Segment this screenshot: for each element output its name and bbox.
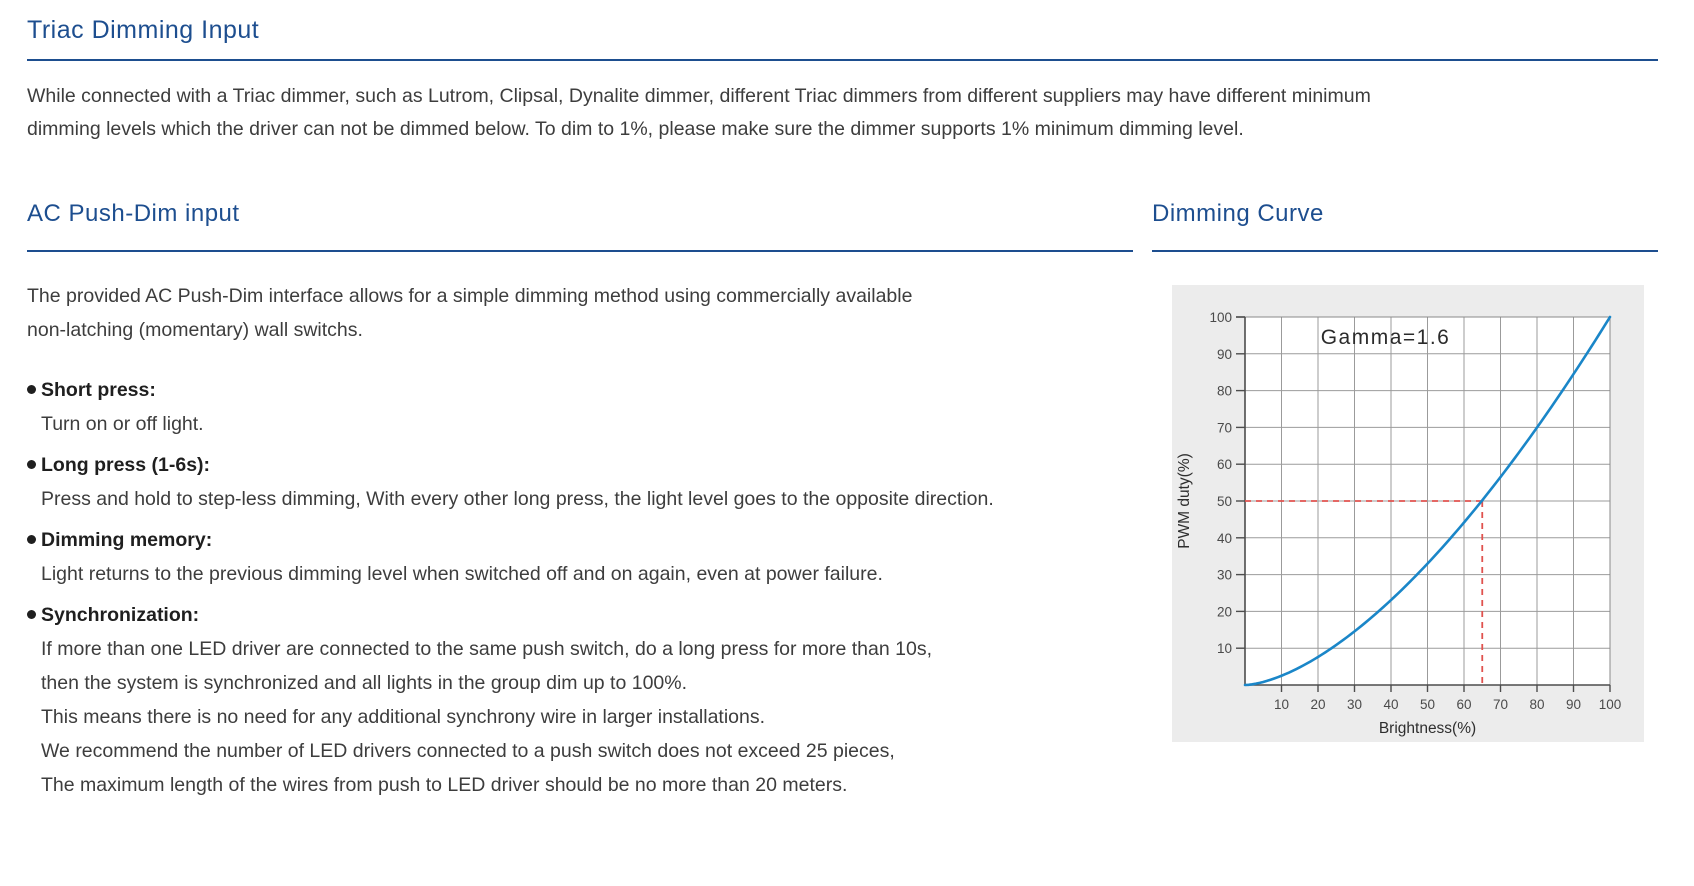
bullet-body-line: then the system is synchronized and all lights in the group dim up to 100%. bbox=[41, 672, 688, 694]
x-axis-title: Brightness(%) bbox=[1378, 720, 1477, 737]
y-tick-label: 80 bbox=[1216, 383, 1232, 399]
dimming-curve-section-title: Dimming Curve bbox=[1152, 200, 1658, 252]
x-tick-label: 40 bbox=[1383, 697, 1399, 712]
chart-gamma-label: Gamma=1.6 bbox=[1320, 326, 1451, 349]
push-dim-bullet-item bbox=[27, 373, 1133, 441]
y-tick-label: 20 bbox=[1216, 604, 1232, 620]
x-tick-label: 80 bbox=[1529, 697, 1545, 712]
y-tick-label: 40 bbox=[1216, 530, 1232, 546]
x-tick-label: 30 bbox=[1346, 697, 1363, 712]
bullet-dot-icon bbox=[27, 385, 36, 394]
x-tick-label: 100 bbox=[1598, 697, 1622, 712]
bullet-body bbox=[41, 557, 1133, 591]
x-tick-label: 90 bbox=[1565, 697, 1582, 712]
bullet-body bbox=[41, 407, 1133, 441]
triac-section-body bbox=[27, 80, 1658, 146]
bullet-body-line: This means there is no need for any additional synchrony wire in larger installations. bbox=[41, 706, 766, 728]
push-dim-bullet-item bbox=[27, 448, 1133, 516]
bullet-label: Dimming memory: bbox=[41, 529, 213, 551]
y-tick-label: 50 bbox=[1216, 494, 1232, 509]
bullet-body-line: Turn on or off light. bbox=[41, 413, 204, 435]
bullet-body bbox=[41, 482, 1133, 516]
dimming-curve-chart-panel bbox=[1172, 285, 1644, 742]
triac-body-line: While connected with a Triac dimmer, such as Lutrom, Clipsal, Dynalite dimmer, different Triac dimmers from different suppliers may have different minimum bbox=[27, 85, 1371, 107]
bullet-dot-icon bbox=[27, 460, 36, 469]
x-tick-label: 20 bbox=[1310, 697, 1326, 712]
x-tick-label: 60 bbox=[1456, 697, 1472, 712]
x-tick-label: 10 bbox=[1273, 697, 1290, 712]
triac-section-title: Triac Dimming Input bbox=[27, 16, 1658, 61]
push-dim-section-title: AC Push-Dim input bbox=[27, 200, 1133, 252]
triac-body-line: dimming levels which the driver can not be dimmed below. To dim to 1%, please make sure the dimmer supports 1% minimum dimming level. bbox=[27, 118, 1244, 140]
x-tick-label: 70 bbox=[1492, 697, 1509, 712]
dimming-curve-section bbox=[1152, 200, 1658, 742]
y-tick-label: 60 bbox=[1216, 457, 1232, 473]
bullet-body-line: The maximum length of the wires from push to LED driver should be no more than 20 meters. bbox=[41, 774, 848, 796]
push-dim-intro-line: non-latching (momentary) wall switchs. bbox=[27, 319, 363, 341]
bullet-body bbox=[41, 632, 1133, 802]
y-tick-label: 30 bbox=[1216, 567, 1232, 583]
x-tick-label: 50 bbox=[1419, 697, 1436, 712]
bullet-label: Short press: bbox=[41, 379, 156, 401]
bullet-body-line: Press and hold to step-less dimming, With every other long press, the light level goes to the opposite direction. bbox=[41, 488, 994, 510]
y-tick-label: 90 bbox=[1216, 346, 1232, 362]
bullet-body-line: Light returns to the previous dimming level when switched off and on again, even at power failure. bbox=[41, 563, 883, 585]
triac-dimming-section bbox=[27, 16, 1658, 146]
bullet-body-line: If more than one LED driver are connected to the same push switch, do a long press for more than 10s, bbox=[41, 638, 932, 660]
push-dim-bullet-item bbox=[27, 598, 1133, 802]
y-tick-label: 10 bbox=[1216, 641, 1232, 657]
y-tick-label: 70 bbox=[1216, 420, 1232, 436]
bullet-label: Long press (1-6s): bbox=[41, 454, 211, 476]
y-axis-title: PWM duty(%) bbox=[1176, 453, 1193, 549]
dimming-curve-plot bbox=[1172, 285, 1644, 742]
y-tick-label: 100 bbox=[1209, 310, 1232, 325]
push-dim-section bbox=[27, 200, 1133, 802]
bullet-dot-icon bbox=[27, 535, 36, 544]
push-dim-intro-line: The provided AC Push-Dim interface allows for a simple dimming method using commercially available bbox=[27, 285, 913, 307]
bullet-label: Synchronization: bbox=[41, 604, 200, 626]
bullet-body-line: We recommend the number of LED drivers connected to a push switch does not exceed 25 pieces, bbox=[41, 740, 895, 762]
push-dim-bullet-list bbox=[27, 373, 1133, 802]
push-dim-bullet-item bbox=[27, 523, 1133, 591]
push-dim-intro bbox=[27, 279, 1133, 347]
bullet-dot-icon bbox=[27, 610, 36, 619]
